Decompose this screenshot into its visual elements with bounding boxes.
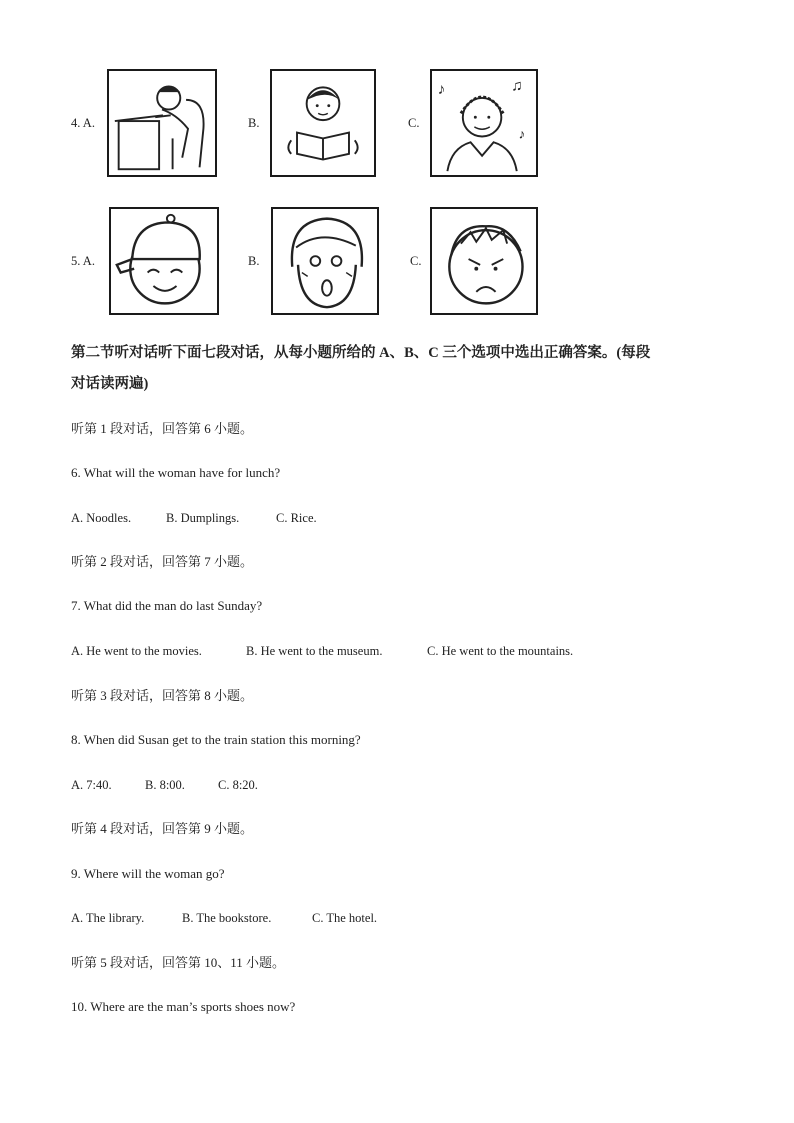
option-c: C. Rice. bbox=[276, 511, 317, 525]
dialogue-intro: 听第 1 段对话，回答第 6 小题。 bbox=[71, 421, 254, 436]
q5-option-c-label: C. bbox=[410, 254, 422, 268]
q4-option-b-label: B. bbox=[248, 116, 260, 130]
smiling-boy-icon bbox=[109, 207, 219, 315]
svg-text:♪: ♪ bbox=[437, 81, 446, 99]
option-a: A. The library. bbox=[71, 911, 145, 925]
option-a: A. Noodles. bbox=[71, 511, 132, 525]
boy-writing-icon bbox=[107, 69, 217, 177]
question-text: 6. What will the woman have for lunch? bbox=[71, 465, 281, 480]
dialogue-intro: 听第 3 段对话，回答第 8 小题。 bbox=[71, 688, 254, 703]
dialogue-intro: 听第 4 段对话，回答第 9 小题。 bbox=[71, 821, 254, 836]
option-a: A. 7:40. bbox=[71, 778, 112, 792]
option-c: C. He went to the mountains. bbox=[427, 644, 574, 658]
option-b: B. The bookstore. bbox=[182, 911, 272, 925]
option-c: C. The hotel. bbox=[312, 911, 378, 925]
question-text: 8. When did Susan get to the train station this morning? bbox=[71, 732, 361, 747]
surprised-woman-icon bbox=[271, 207, 379, 315]
q5-option-b-label: B. bbox=[248, 254, 260, 268]
svg-text:♪: ♪ bbox=[518, 126, 526, 142]
question-text: 7. What did the man do last Sunday? bbox=[71, 598, 263, 613]
section-heading-line1: 第二节听对话听下面七段对话，从每小题所给的 A、B、C 三个选项中选出正确答案。(每段 bbox=[71, 345, 651, 361]
boy-reading-icon bbox=[270, 69, 376, 177]
dialogue-intro: 听第 2 段对话，回答第 7 小题。 bbox=[71, 554, 254, 569]
q4-option-c-label: C. bbox=[408, 116, 420, 130]
option-c: C. 8:20. bbox=[218, 778, 258, 792]
question-text: 9. Where will the woman go? bbox=[71, 866, 225, 881]
svg-text:♫: ♫ bbox=[510, 77, 523, 95]
option-b: B. 8:00. bbox=[145, 778, 185, 792]
option-b: B. Dumplings. bbox=[166, 511, 240, 525]
angry-boy-icon bbox=[430, 207, 538, 315]
q5-number: 5. A. bbox=[71, 254, 95, 268]
option-b: B. He went to the museum. bbox=[246, 644, 383, 658]
section-heading-line2: 对话读两遍) bbox=[71, 376, 149, 392]
girl-listening-music-icon bbox=[430, 69, 538, 177]
option-a: A. He went to the movies. bbox=[71, 644, 202, 658]
question-text: 10. Where are the man’s sports shoes now? bbox=[71, 999, 296, 1014]
dialogue-intro: 听第 5 段对话，回答第 10、11 小题。 bbox=[71, 955, 286, 970]
q4-number: 4. A. bbox=[71, 116, 95, 130]
